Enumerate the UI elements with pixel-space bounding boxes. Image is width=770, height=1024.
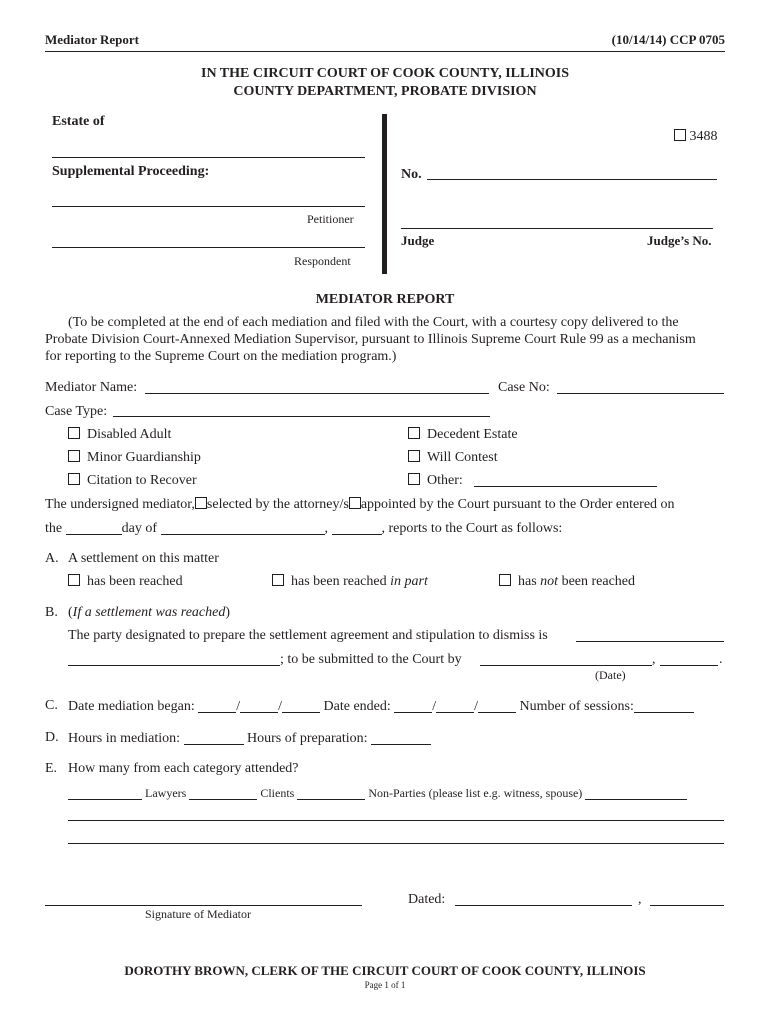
case-no-label: Case No:	[498, 380, 550, 395]
section-e-row	[68, 786, 687, 801]
case-type-minor-guardianship[interactable]	[68, 450, 201, 466]
case-type-line[interactable]	[113, 416, 490, 417]
citation-label: Citation to Recover	[87, 473, 197, 488]
other-label: Other:	[427, 473, 463, 488]
settlement-partial-label: has been reached	[291, 574, 391, 589]
hours-mediation-label: Hours in mediation:	[68, 731, 180, 746]
designated-party-line-2[interactable]	[68, 665, 280, 666]
decedent-estate-label: Decedent Estate	[427, 427, 518, 442]
hours-prep-label: Hours of preparation:	[247, 731, 368, 746]
section-d-letter: D.	[45, 730, 59, 745]
petitioner-label: Petitioner	[307, 212, 354, 226]
undersigned-text-1: The undersigned mediator,	[45, 497, 195, 512]
ended-year-line[interactable]	[478, 698, 516, 713]
order-year-line[interactable]	[332, 520, 382, 535]
code-label: 3488	[689, 129, 718, 144]
day-of-label: day of	[121, 521, 157, 536]
intro-line-1: (To be completed at the end of each mediation and filed with the Court, with a courtesy copy delivered to the	[68, 315, 679, 330]
signature-label: Signature of Mediator	[145, 907, 251, 921]
submit-comma: ,	[652, 652, 656, 667]
court-division: COUNTY DEPARTMENT, PROBATE DIVISION	[233, 84, 537, 99]
settlement-reached-label: has been reached	[87, 574, 183, 589]
petitioner-line[interactable]	[52, 206, 365, 207]
undersigned-row	[45, 497, 675, 513]
settlement-partial-option[interactable]	[272, 574, 428, 590]
not-reached-label-a: has	[518, 574, 541, 589]
submit-date-line[interactable]	[480, 665, 652, 666]
non-parties-line[interactable]	[297, 787, 365, 800]
lawyers-label: Lawyers	[145, 786, 187, 800]
submit-year-line[interactable]	[660, 665, 718, 666]
sessions-label: Number of sessions:	[519, 699, 634, 714]
case-type-label: Case Type:	[45, 404, 108, 419]
section-d-row	[68, 730, 431, 747]
date-ended-label: Date ended:	[323, 699, 391, 714]
decedent-estate-checkbox[interactable]	[408, 427, 420, 439]
case-number-line[interactable]	[427, 179, 717, 180]
hours-prep-line[interactable]	[371, 730, 431, 745]
order-month-line[interactable]	[161, 520, 325, 535]
will-contest-label: Will Contest	[427, 450, 498, 465]
case-type-decedent-estate[interactable]	[408, 427, 518, 443]
not-reached-label-c: been reached	[558, 574, 636, 589]
respondent-line[interactable]	[52, 247, 365, 248]
date-began-label: Date mediation began:	[68, 699, 195, 714]
undersigned-text-2: selected by the attorney/s	[206, 497, 349, 512]
report-title: MEDIATOR REPORT	[315, 292, 455, 307]
selected-by-attorney-checkbox[interactable]	[195, 497, 207, 509]
order-day-line[interactable]	[66, 520, 122, 535]
the-label: the	[45, 521, 63, 536]
supplemental-proceeding-label: Supplemental Proceeding:	[52, 164, 210, 179]
case-no-line[interactable]	[557, 393, 724, 394]
ended-day-line[interactable]	[436, 698, 474, 713]
hours-mediation-line[interactable]	[184, 730, 244, 745]
minor-guardianship-label: Minor Guardianship	[87, 450, 201, 465]
settlement-partial-emphasis: in part	[390, 574, 428, 589]
section-e-text: How many from each category attended?	[68, 761, 299, 776]
court-name: IN THE CIRCUIT COURT OF COOK COUNTY, ILLINOIS	[201, 66, 569, 81]
not-reached-emphasis: not	[540, 574, 559, 589]
form-title-header: Mediator Report	[45, 32, 139, 47]
intro-line-2: Probate Division Court-Annexed Mediation Supervisor, pursuant to Illinois Supreme Court Rule 99 as a mechanism	[45, 332, 696, 347]
other-line[interactable]	[474, 486, 657, 487]
section-b-heading: (If a settlement was reached)	[68, 605, 231, 620]
ended-month-line[interactable]	[394, 698, 432, 713]
clients-label: Clients	[260, 786, 295, 800]
judge-label: Judge	[401, 233, 435, 248]
non-parties-list-line-2[interactable]	[68, 820, 724, 821]
designated-party-text: The party designated to prepare the settlement agreement and stipulation to dismiss is	[68, 628, 548, 643]
sessions-line[interactable]	[634, 698, 694, 713]
judge-line[interactable]	[401, 228, 713, 229]
citation-checkbox[interactable]	[68, 473, 80, 485]
respondent-label: Respondent	[294, 254, 351, 268]
minor-guardianship-checkbox[interactable]	[68, 450, 80, 462]
reports-label: , reports to the Court as follows:	[381, 521, 563, 536]
order-date-row: the day of , , reports to the Court as follows:	[45, 521, 563, 536]
caption-divider	[382, 114, 387, 274]
non-parties-label: Non-Parties (please list e.g. witness, spouse)	[368, 786, 583, 800]
began-day-line[interactable]	[240, 698, 278, 713]
designated-party-line-1[interactable]	[576, 641, 724, 642]
submitted-by-text: ; to be submitted to the Court by	[280, 652, 462, 667]
intro-line-3: for reporting to the Supreme Court on the mediation program.)	[45, 349, 397, 364]
section-e-letter: E.	[45, 761, 58, 776]
dated-year-line[interactable]	[650, 905, 724, 906]
dated-label: Dated:	[408, 892, 446, 907]
code-checkbox-row[interactable]	[674, 129, 718, 145]
case-number-label: No.	[401, 167, 422, 182]
page-number: Page 1 of 1	[364, 980, 406, 990]
judge-number-label: Judge’s No.	[647, 233, 712, 248]
section-b-letter: B.	[45, 605, 58, 620]
will-contest-checkbox[interactable]	[408, 450, 420, 462]
section-c-row: Date mediation began: / / Date ended: / / Number of sessions:	[68, 698, 694, 715]
estate-name-line[interactable]	[52, 157, 365, 158]
settlement-partial-checkbox[interactable]	[272, 574, 284, 586]
clerk-footer: DOROTHY BROWN, CLERK OF THE CIRCUIT COURT OF COOK COUNTY, ILLINOIS	[124, 963, 646, 978]
case-type-citation[interactable]	[68, 473, 197, 489]
section-a-letter: A.	[45, 551, 59, 566]
other-checkbox[interactable]	[408, 473, 420, 485]
disabled-adult-checkbox[interactable]	[68, 427, 80, 439]
header-rule	[45, 51, 725, 52]
case-type-other[interactable]	[408, 473, 463, 489]
lawyers-line[interactable]	[68, 787, 142, 800]
appointed-by-court-checkbox[interactable]	[349, 497, 361, 509]
section-a-text: A settlement on this matter	[68, 551, 219, 566]
mediator-name-label: Mediator Name:	[45, 380, 138, 395]
form-code-header: (10/14/14) CCP 0705	[611, 32, 725, 47]
section-b-text: If a settlement was reached	[72, 605, 226, 620]
settlement-not-reached-checkbox[interactable]	[499, 574, 511, 586]
clients-line[interactable]	[189, 787, 257, 800]
estate-of-label: Estate of	[52, 114, 105, 129]
case-type-disabled-adult[interactable]	[68, 427, 171, 443]
dated-line[interactable]	[455, 905, 632, 906]
non-parties-list-line[interactable]	[585, 787, 687, 800]
began-year-line[interactable]	[282, 698, 320, 713]
code-checkbox[interactable]	[674, 129, 686, 141]
settlement-reached-option[interactable]	[68, 574, 183, 590]
dated-comma: ,	[638, 892, 642, 907]
date-caption: (Date)	[595, 668, 626, 682]
section-c-letter: C.	[45, 698, 58, 713]
non-parties-list-line-3[interactable]	[68, 843, 724, 844]
mediator-name-line[interactable]	[145, 393, 489, 394]
disabled-adult-label: Disabled Adult	[87, 427, 172, 442]
began-month-line[interactable]	[198, 698, 236, 713]
case-type-will-contest[interactable]	[408, 450, 498, 466]
undersigned-text-3: appointed by the Court pursuant to the Order entered on	[360, 497, 675, 512]
submit-period: .	[719, 652, 723, 667]
settlement-reached-checkbox[interactable]	[68, 574, 80, 586]
signature-line[interactable]	[45, 905, 362, 906]
settlement-not-reached-option[interactable]	[499, 574, 635, 590]
